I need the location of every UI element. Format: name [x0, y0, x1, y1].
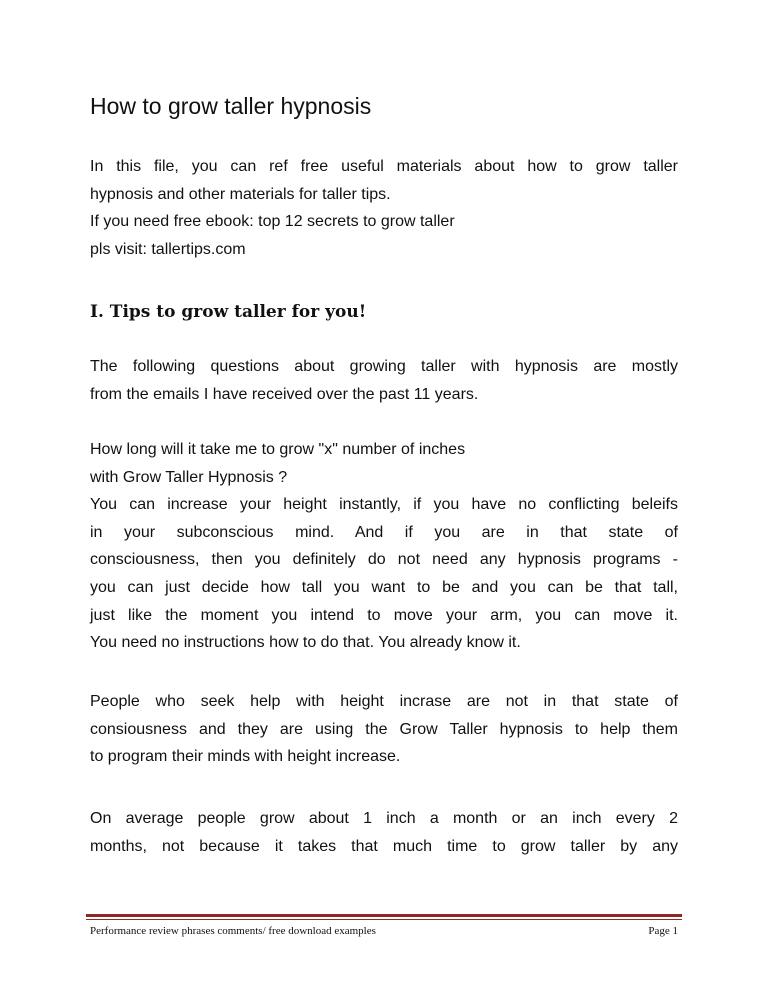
paragraph-line: The following questions about growing taller with hypnosis are mostly — [90, 358, 678, 375]
paragraph-line: consciousness, then you definitely do not need any hypnosis programs - — [90, 551, 678, 569]
intro-line: In this file, you can ref free useful materials about how to grow taller — [90, 158, 678, 175]
paragraph-seek-help — [90, 688, 678, 771]
paragraph-emails — [90, 353, 678, 408]
paragraph-line: consiousness and they are using the Grow Taller hypnosis to help them — [90, 720, 678, 738]
intro-line: If you need free ebook: top 12 secrets to grow taller — [90, 213, 455, 231]
footer-rule — [86, 914, 682, 917]
paragraph-line: you can just decide how tall you want to be and you can be that tall, — [90, 578, 678, 596]
paragraph-line: You need no instructions how to do that. You already know it. — [90, 634, 521, 652]
paragraph-line: How long will it take me to grow "x" number of inches — [90, 441, 466, 458]
paragraph-line: just like the moment you intend to move your arm, you can move it. — [90, 606, 678, 624]
paragraph-line: with Grow Taller Hypnosis ? — [90, 468, 288, 486]
page-number: Page 1 — [648, 925, 678, 937]
paragraph-line: in your subconscious mind. And if you are in that state of — [90, 523, 678, 541]
intro-line: pls visit: tallertips.com — [90, 240, 246, 258]
paragraph-line: You can increase your height instantly, if you have no conflicting beleifs — [90, 496, 678, 514]
paragraph-line: from the emails I have received over the past 11 years. — [90, 385, 479, 403]
paragraph-line: On average people grow about 1 inch a month or an inch every 2 — [90, 810, 678, 827]
footer-rule-thin — [86, 919, 682, 920]
document-title: How to grow taller hypnosis — [90, 93, 372, 119]
intro-line: hypnosis and other materials for taller tips. — [90, 185, 391, 203]
paragraph-average — [90, 805, 678, 860]
section-heading: I. Tips to grow taller for you! — [90, 302, 367, 322]
intro-paragraph — [90, 153, 678, 263]
footer-text: Performance review phrases comments/ free download examples — [90, 925, 376, 937]
paragraph-line: People who seek help with height incrase are not in that state of — [90, 693, 678, 710]
paragraph-line: to program their minds with height increase. — [90, 748, 401, 766]
paragraph-how-long — [90, 436, 678, 657]
paragraph-line: months, not because it takes that much time to grow taller by any — [90, 837, 678, 855]
